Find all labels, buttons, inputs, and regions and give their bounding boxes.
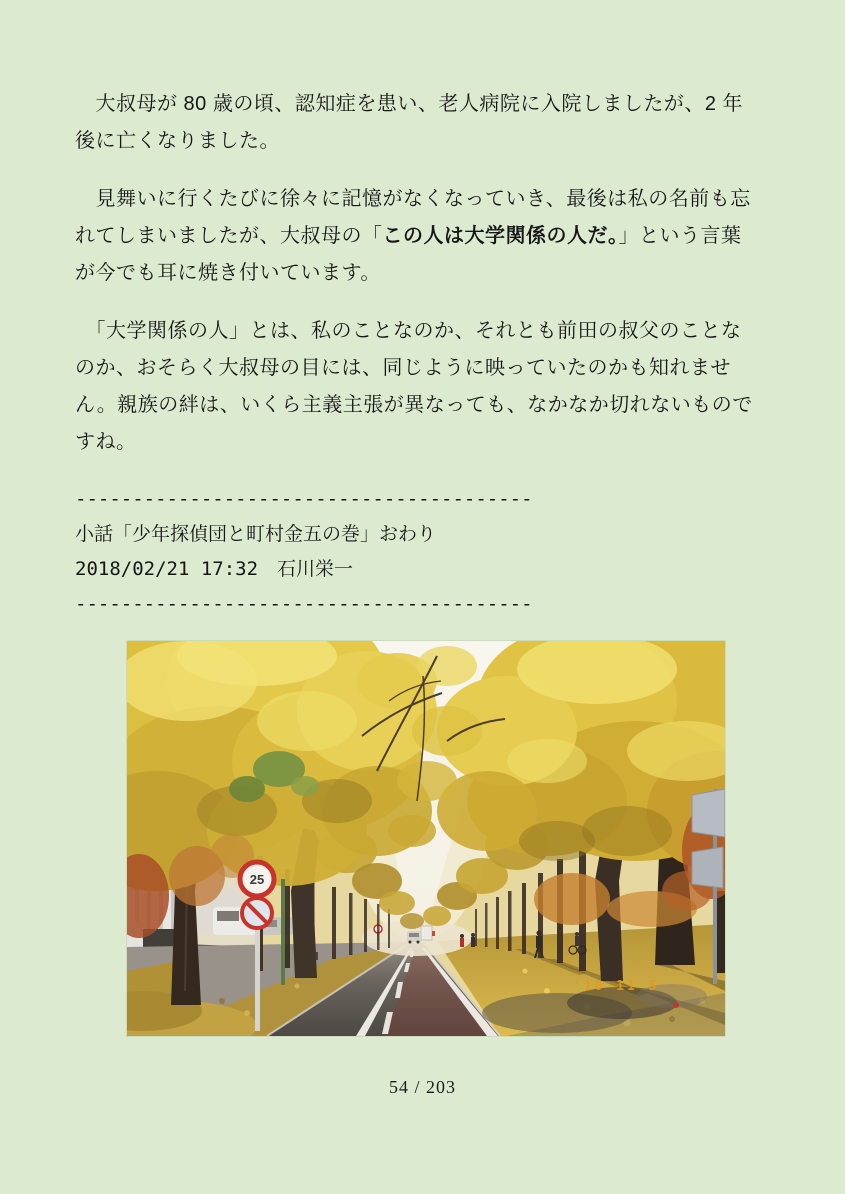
bold-quote: この人は大学関係の人だ。 [382,225,619,247]
utility-pole [281,879,285,985]
divider-line-top: ---------------------------------------- [75,488,533,510]
paragraph-2 [75,181,755,292]
paragraph-1-text: 大叔母が 80 歳の頃、認知症を患い、老人病院に入院しましたが、2 年後に亡くなりました。 [75,93,744,152]
page-number: 54 / 203 [388,1077,456,1097]
speed-limit-value: 25 [249,872,265,887]
photo-ginkgo-avenue [126,640,726,1037]
paragraph-3 [75,313,755,461]
paragraph-1 [75,86,755,160]
paragraph-3-text: 「大学関係の人」とは、私のことなのか、それとも前田の叔父のことなのか、おそらく大叔母の目には、同じように映っていたのかも知れません。親族の絆は、いくら主義主張が異なっても、なかなか切れないものですね。 [75,320,753,453]
story-footer [75,482,770,622]
story-end-line: 小話「少年探偵団と町村金五の巻」おわり [75,523,437,545]
divider-line-bottom: ---------------------------------------- [75,593,533,615]
paragraph-2-text-b: 」という言葉が今でも耳に焼き付いています。 [75,225,742,284]
paragraph-2-text-a: 見舞いに行くたびに徐々に記憶がなくなっていき、最後は私の名前も忘れてしまいましたが、大叔母の「 [75,188,751,247]
photo-datestamp: '10 11 5 [573,979,660,994]
date-author-line: 2018/02/21 17:32 石川栄一 [75,558,354,580]
